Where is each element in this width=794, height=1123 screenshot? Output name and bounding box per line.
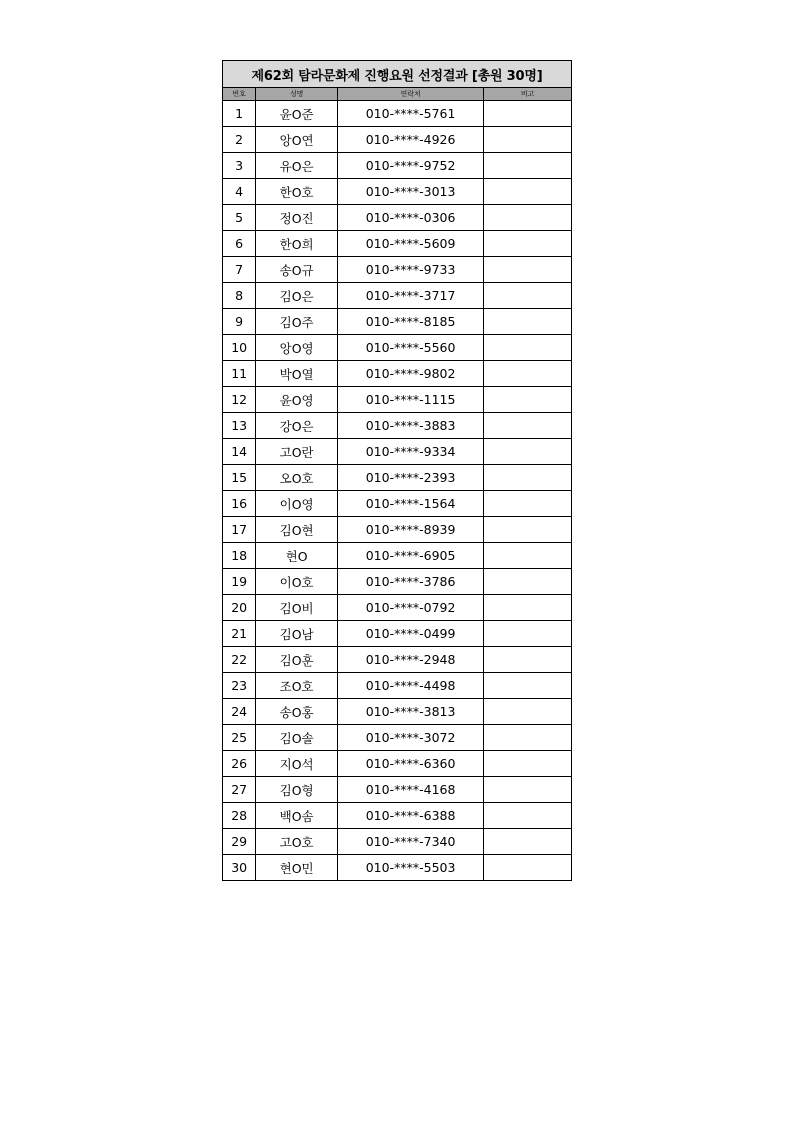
table-row	[223, 127, 572, 153]
row-name-cell: 고O호	[256, 829, 338, 855]
row-name-cell: 백O솜	[256, 803, 338, 829]
row-number-cell: 12	[223, 387, 256, 413]
row-note-cell	[484, 465, 572, 491]
row-name-cell: 조O호	[256, 673, 338, 699]
row-number-cell: 15	[223, 465, 256, 491]
row-number-cell: 13	[223, 413, 256, 439]
row-name-cell: 이O호	[256, 569, 338, 595]
row-contact-cell: 010-****-9733	[337, 257, 483, 283]
row-number-cell: 14	[223, 439, 256, 465]
table-row	[223, 361, 572, 387]
row-note-cell	[484, 543, 572, 569]
table-row	[223, 751, 572, 777]
row-name-cell: 오O호	[256, 465, 338, 491]
row-number-cell: 25	[223, 725, 256, 751]
row-number-cell: 26	[223, 751, 256, 777]
row-note-cell	[484, 803, 572, 829]
row-contact-cell: 010-****-4168	[337, 777, 483, 803]
row-number-cell: 24	[223, 699, 256, 725]
row-number-cell: 27	[223, 777, 256, 803]
row-contact-cell: 010-****-2393	[337, 465, 483, 491]
row-contact-cell: 010-****-6905	[337, 543, 483, 569]
table-row	[223, 855, 572, 881]
row-name-cell: 김O훈	[256, 647, 338, 673]
row-number-cell: 6	[223, 231, 256, 257]
row-name-cell: 김O솔	[256, 725, 338, 751]
row-note-cell	[484, 101, 572, 127]
row-contact-cell: 010-****-9334	[337, 439, 483, 465]
row-contact-cell: 010-****-5609	[337, 231, 483, 257]
row-note-cell	[484, 413, 572, 439]
row-note-cell	[484, 387, 572, 413]
row-number-cell: 11	[223, 361, 256, 387]
row-number-cell: 10	[223, 335, 256, 361]
row-number-cell: 28	[223, 803, 256, 829]
row-number-cell: 20	[223, 595, 256, 621]
row-note-cell	[484, 621, 572, 647]
table-row	[223, 179, 572, 205]
row-contact-cell: 010-****-0792	[337, 595, 483, 621]
row-number-cell: 3	[223, 153, 256, 179]
table-row	[223, 439, 572, 465]
row-number-cell: 17	[223, 517, 256, 543]
selection-results-table	[222, 60, 572, 881]
row-number-cell: 29	[223, 829, 256, 855]
row-note-cell	[484, 257, 572, 283]
row-name-cell: 김O남	[256, 621, 338, 647]
row-name-cell: 고O란	[256, 439, 338, 465]
table-row	[223, 309, 572, 335]
row-contact-cell: 010-****-5503	[337, 855, 483, 881]
row-number-cell: 19	[223, 569, 256, 595]
table-row	[223, 231, 572, 257]
table-row	[223, 725, 572, 751]
row-name-cell: 이O영	[256, 491, 338, 517]
table-body	[223, 101, 572, 881]
row-name-cell: 앙O영	[256, 335, 338, 361]
row-contact-cell: 010-****-0306	[337, 205, 483, 231]
table-row	[223, 491, 572, 517]
table-row	[223, 673, 572, 699]
row-note-cell	[484, 725, 572, 751]
table-row	[223, 543, 572, 569]
row-number-cell: 16	[223, 491, 256, 517]
row-contact-cell: 010-****-3883	[337, 413, 483, 439]
row-note-cell	[484, 439, 572, 465]
row-note-cell	[484, 569, 572, 595]
table-row	[223, 101, 572, 127]
row-contact-cell: 010-****-8939	[337, 517, 483, 543]
table-row	[223, 283, 572, 309]
row-contact-cell: 010-****-3013	[337, 179, 483, 205]
table-row	[223, 387, 572, 413]
row-note-cell	[484, 777, 572, 803]
title-row	[223, 61, 572, 88]
row-number-cell: 2	[223, 127, 256, 153]
row-name-cell: 앙O연	[256, 127, 338, 153]
row-contact-cell: 010-****-6388	[337, 803, 483, 829]
row-contact-cell: 010-****-0499	[337, 621, 483, 647]
row-name-cell: 윤O영	[256, 387, 338, 413]
row-name-cell: 송O규	[256, 257, 338, 283]
table-row	[223, 335, 572, 361]
row-contact-cell: 010-****-3786	[337, 569, 483, 595]
row-note-cell	[484, 205, 572, 231]
row-contact-cell: 010-****-3813	[337, 699, 483, 725]
row-name-cell: 김O형	[256, 777, 338, 803]
row-contact-cell: 010-****-3717	[337, 283, 483, 309]
row-name-cell: 김O현	[256, 517, 338, 543]
table-row	[223, 777, 572, 803]
row-contact-cell: 010-****-2948	[337, 647, 483, 673]
row-contact-cell: 010-****-9802	[337, 361, 483, 387]
row-note-cell	[484, 231, 572, 257]
row-name-cell: 지O석	[256, 751, 338, 777]
column-header-name: 성명	[256, 88, 338, 101]
row-note-cell	[484, 673, 572, 699]
table-row	[223, 699, 572, 725]
row-note-cell	[484, 361, 572, 387]
table-row	[223, 595, 572, 621]
table-row	[223, 569, 572, 595]
row-contact-cell: 010-****-1115	[337, 387, 483, 413]
row-note-cell	[484, 153, 572, 179]
table-row	[223, 803, 572, 829]
table-row	[223, 413, 572, 439]
row-contact-cell: 010-****-5560	[337, 335, 483, 361]
row-name-cell: 정O진	[256, 205, 338, 231]
document-title: 제62회 탐라문화제 진행요원 선정결과 [총원 30명]	[223, 61, 572, 88]
column-header-row	[223, 88, 572, 101]
table-row	[223, 647, 572, 673]
column-header-number: 번호	[223, 88, 256, 101]
row-number-cell: 9	[223, 309, 256, 335]
row-contact-cell: 010-****-1564	[337, 491, 483, 517]
result-sheet	[222, 60, 572, 881]
row-name-cell: 박O열	[256, 361, 338, 387]
row-note-cell	[484, 751, 572, 777]
table-row	[223, 153, 572, 179]
row-contact-cell: 010-****-3072	[337, 725, 483, 751]
row-name-cell: 김O은	[256, 283, 338, 309]
row-contact-cell: 010-****-9752	[337, 153, 483, 179]
row-contact-cell: 010-****-8185	[337, 309, 483, 335]
row-number-cell: 30	[223, 855, 256, 881]
column-header-contact: 연락처	[337, 88, 483, 101]
row-contact-cell: 010-****-7340	[337, 829, 483, 855]
table-row	[223, 257, 572, 283]
column-header-note: 비고	[484, 88, 572, 101]
row-number-cell: 22	[223, 647, 256, 673]
table-row	[223, 517, 572, 543]
row-note-cell	[484, 335, 572, 361]
row-note-cell	[484, 855, 572, 881]
row-name-cell: 김O비	[256, 595, 338, 621]
row-name-cell: 송O홍	[256, 699, 338, 725]
row-note-cell	[484, 699, 572, 725]
row-note-cell	[484, 127, 572, 153]
row-number-cell: 1	[223, 101, 256, 127]
row-number-cell: 4	[223, 179, 256, 205]
row-number-cell: 7	[223, 257, 256, 283]
row-number-cell: 23	[223, 673, 256, 699]
table-row	[223, 205, 572, 231]
row-name-cell: 윤O준	[256, 101, 338, 127]
row-note-cell	[484, 309, 572, 335]
row-note-cell	[484, 595, 572, 621]
row-note-cell	[484, 517, 572, 543]
table-row	[223, 829, 572, 855]
row-name-cell: 한O희	[256, 231, 338, 257]
row-number-cell: 5	[223, 205, 256, 231]
row-note-cell	[484, 491, 572, 517]
row-name-cell: 현O민	[256, 855, 338, 881]
row-note-cell	[484, 283, 572, 309]
table-row	[223, 621, 572, 647]
row-contact-cell: 010-****-4926	[337, 127, 483, 153]
row-name-cell: 강O은	[256, 413, 338, 439]
table-row	[223, 465, 572, 491]
row-contact-cell: 010-****-5761	[337, 101, 483, 127]
row-contact-cell: 010-****-6360	[337, 751, 483, 777]
row-name-cell: 한O호	[256, 179, 338, 205]
row-note-cell	[484, 829, 572, 855]
row-number-cell: 18	[223, 543, 256, 569]
row-contact-cell: 010-****-4498	[337, 673, 483, 699]
row-name-cell: 유O은	[256, 153, 338, 179]
row-number-cell: 8	[223, 283, 256, 309]
row-number-cell: 21	[223, 621, 256, 647]
row-note-cell	[484, 647, 572, 673]
row-name-cell: 현O	[256, 543, 338, 569]
row-name-cell: 김O주	[256, 309, 338, 335]
row-note-cell	[484, 179, 572, 205]
